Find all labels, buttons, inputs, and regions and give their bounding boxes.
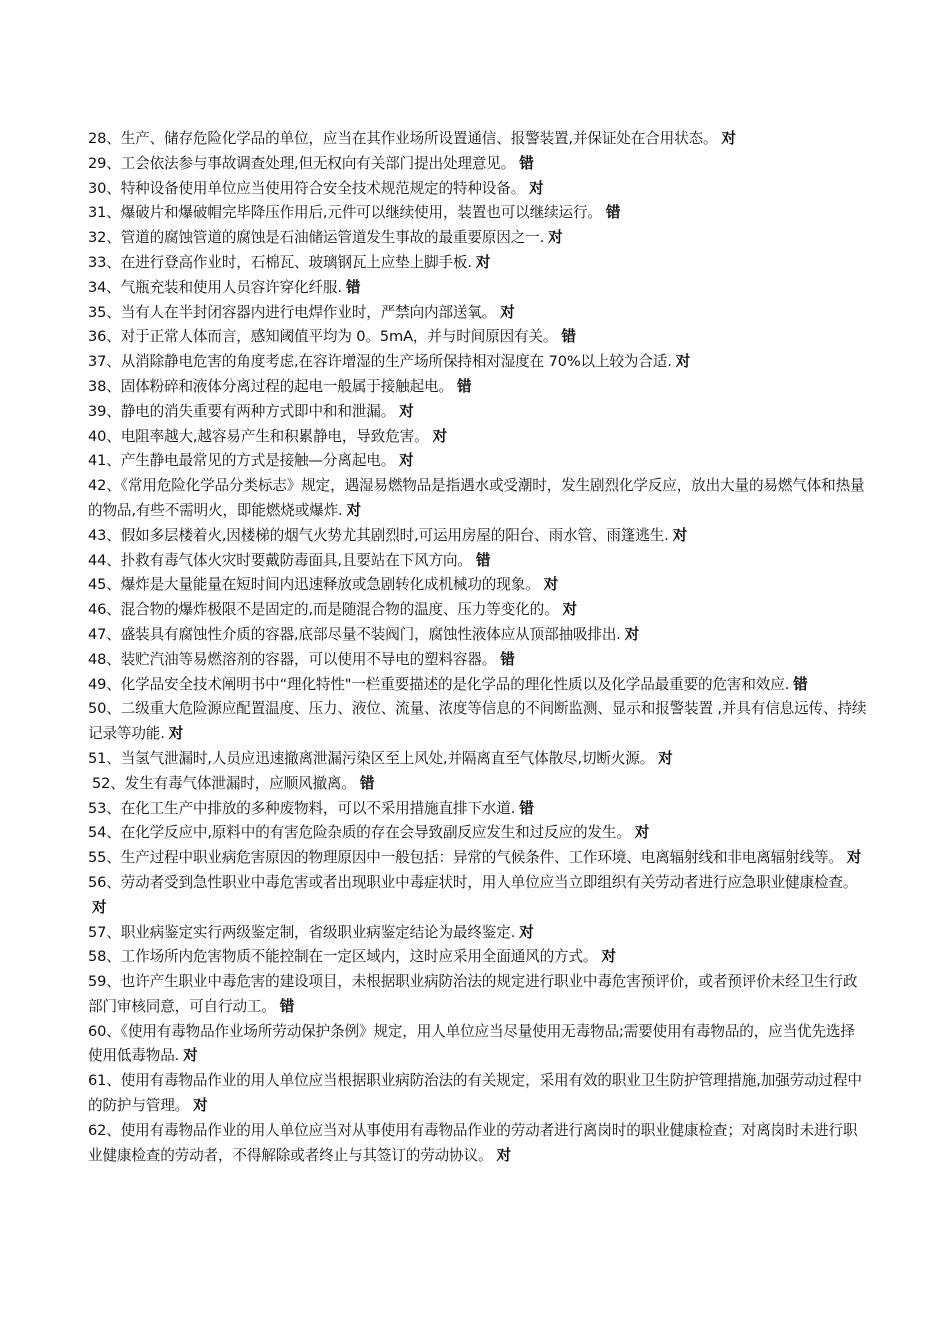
question-item	[88, 623, 868, 648]
question-text: 59、也许产生职业中毒危害的建设项目，未根据职业病防治法的规定进行职业中毒危害预评价，或者预评价未经卫生行政部门审核同意，可自行动工。	[88, 973, 858, 1015]
answer-mark: 对	[846, 849, 862, 867]
answer-mark: 对	[500, 303, 515, 321]
question-text: 28、生产、储存危险化学品的单位，应当在其作业场所设置通信、报警装置,并保证处在合用状态。	[88, 130, 718, 147]
question-text: 29、工会依法参与事故调查处理,但无权向有关部门提出处理意见。	[88, 154, 516, 172]
question-text: 34、气瓶充装和使用人员容许穿化纤服.	[88, 278, 342, 296]
answer-mark: 错	[279, 997, 295, 1015]
answer-mark: 对	[496, 1146, 511, 1164]
question-item	[88, 350, 868, 375]
question-item	[88, 449, 868, 474]
question-text: 39、静电的消失重要有两种方式即中和和泄漏。	[88, 402, 396, 420]
question-text: 45、爆炸是大量能量在短时间内迅速释放或急剧转化成机械功的现象。	[88, 576, 540, 594]
question-text: 61、使用有毒物品作业的用人单位应当根据职业病防治法的有关规定，采用有效的职业卫生防护管理措施,加强劳动过程中的防护与管理。	[88, 1072, 862, 1115]
question-text: 37、从消除静电危害的角度考虑,在容许增湿的生产场所保持相对湿度在 70%以上较为合适.	[88, 353, 672, 371]
question-text: 41、产生静电最常见的方式是接触—分离起电。	[88, 452, 396, 470]
question-item	[88, 573, 868, 598]
answer-mark: 对	[399, 452, 414, 470]
question-item	[88, 474, 868, 524]
question-item	[88, 549, 868, 574]
question-text: 32、管道的腐蚀管道的腐蚀是石油储运管道发生事故的最重要原因之一.	[88, 229, 545, 247]
answer-mark: 错	[561, 328, 576, 346]
answer-mark: 对	[346, 501, 361, 519]
question-item	[88, 325, 868, 350]
question-text: 60、《使用有毒物品作业场所劳动保护条例》规定，用人单位应当尽量使用无毒物品;需要使用有毒物品的，应当优先选择使用低毒物品.	[88, 1022, 855, 1065]
answer-mark: 对	[543, 576, 559, 594]
question-text: 35、当有人在半封闭容器内进行电焊作业时，严禁向内部送氧。	[88, 303, 497, 321]
question-item	[88, 425, 868, 450]
answer-mark: 对	[92, 898, 107, 916]
question-item	[88, 970, 868, 1020]
question-text: 62、使用有毒物品作业的用人单位应当对从事使用有毒物品作业的劳动者进行离岗时的职业健康检查；对离岗时未进行职业健康检查的劳动者，不得解除或者终止与其签订的劳动协议。	[88, 1121, 858, 1164]
question-text: 55、生产过程中职业病危害原因的物理原因中一般包括：异常的气候条件、工作环境、电离辐射线和非电离辐射线等。	[88, 849, 843, 867]
question-item	[88, 1119, 868, 1169]
answer-mark: 对	[193, 1097, 208, 1115]
question-item	[88, 524, 868, 549]
question-item	[88, 127, 868, 152]
question-item	[88, 375, 868, 400]
question-item	[88, 301, 868, 326]
answer-mark: 对	[721, 130, 736, 147]
answer-mark: 对	[475, 253, 491, 271]
question-item	[88, 276, 868, 301]
answer-mark: 错	[519, 799, 534, 817]
question-text: 38、固体粉碎和液体分离过程的起电一般属于接触起电。	[88, 377, 453, 395]
question-item	[88, 821, 868, 846]
question-item	[88, 945, 868, 970]
question-text: 36、对于正常人体而言，感知阈值平均为 0。5mA，并与时间原因有关。	[88, 328, 558, 346]
answer-mark: 对	[432, 427, 447, 445]
question-item	[88, 846, 868, 871]
answer-mark: 对	[675, 353, 691, 371]
question-item	[88, 648, 868, 673]
question-text: 48、装贮汽油等易燃溶剂的容器，可以使用不导电的塑料容器。	[88, 650, 497, 668]
question-text: 44、扑救有毒气体火灾时要戴防毒面具,且要站在下风方向。	[88, 551, 472, 569]
question-text: 57、职业病鉴定实行两级鉴定制，省级职业病鉴定结论为最终鉴定.	[88, 923, 516, 941]
answer-mark: 对	[529, 179, 544, 197]
question-item	[88, 747, 868, 772]
answer-mark: 对	[519, 923, 534, 941]
question-text: 53、在化工生产中排放的多种废物料，可以不采用措施直排下水道.	[88, 799, 516, 817]
answer-mark: 错	[605, 204, 621, 222]
question-item	[88, 673, 868, 698]
answer-mark: 对	[399, 402, 414, 420]
answer-mark: 对	[601, 948, 616, 966]
question-item	[88, 201, 868, 226]
answer-mark: 对	[183, 1047, 198, 1065]
answer-mark: 错	[793, 675, 808, 693]
question-text: 50、二级重大危险源应配置温度、压力、液位、流量、浓度等信息的不间断监测、显示和报警装置 ,并具有信息远传、持续记录等功能.	[88, 700, 867, 743]
answer-mark: 错	[345, 278, 361, 296]
question-text: 46、混合物的爆炸极限不是固定的,而是随混合物的温度、压力等变化的。	[88, 601, 559, 619]
question-item	[88, 177, 868, 202]
question-text: 43、假如多层楼着火,因楼梯的烟气火势尤其剧烈时,可运用房屋的阳台、雨水管、雨篷逃生.	[88, 526, 669, 544]
question-text: 49、化学品安全技术阐明书中“理化特性"一栏重要描述的是化学品的理化性质以及化学品最重要的危害和效应.	[88, 675, 790, 693]
answer-mark: 错	[519, 154, 534, 172]
question-text: 54、在化学反应中,原料中的有害危险杂质的存在会导致副反应发生和过反应的发生。	[88, 824, 631, 842]
answer-mark: 对	[624, 625, 640, 643]
question-item	[88, 697, 868, 747]
question-item	[88, 797, 868, 822]
question-text: 42、《常用危险化学品分类标志》规定，遇湿易燃物品是指遇水或受潮时，发生剧烈化学反应，放出大量的易燃气体和热量的物品,有些不需明火，即能燃烧或爆炸.	[88, 477, 865, 519]
question-item	[88, 1069, 868, 1119]
question-text: 30、特种设备使用单位应当使用符合安全技术规范规定的特种设备。	[88, 179, 526, 197]
answer-mark: 错	[456, 377, 472, 395]
question-text: 40、电阻率越大,越容易产生和积累静电，导致危害。	[88, 427, 429, 445]
question-text: 51、当氢气泄漏时,人员应迅速撤离泄漏污染区至上风处,并隔离直至气体散尽,切断火源。	[88, 749, 655, 767]
question-item	[88, 152, 868, 177]
question-text: 56、劳动者受到急性职业中毒危害或者出现职业中毒症状时，用人单位应当立即组织有关劳动者进行应急职业健康检查。	[88, 873, 858, 891]
question-item	[88, 1020, 868, 1070]
answer-mark: 对	[672, 526, 688, 544]
question-item	[88, 400, 868, 425]
question-text: 47、盛装具有腐蚀性介质的容器,底部尽量不装阀门，腐蚀性液体应从顶部抽吸排出.	[88, 625, 621, 643]
question-item	[88, 871, 868, 921]
question-list	[88, 127, 868, 1168]
answer-mark: 错	[500, 650, 515, 668]
answer-mark: 对	[548, 229, 563, 247]
answer-mark: 错	[359, 774, 375, 792]
answer-mark: 对	[634, 824, 650, 842]
question-item	[88, 921, 868, 946]
question-text: 31、爆破片和爆破帽完毕降压作用后,元件可以继续使用，装置也可以继续运行。	[88, 204, 602, 222]
answer-mark: 对	[168, 725, 184, 743]
question-item	[88, 251, 868, 276]
answer-mark: 对	[658, 749, 673, 767]
question-text: 33、在进行登高作业时，石棉瓦、玻璃钢瓦上应垫上脚手板.	[88, 253, 472, 271]
answer-mark: 错	[475, 551, 491, 569]
question-text: 58、工作场所内危害物质不能控制在一定区域内，这时应采用全面通风的方式。	[88, 948, 598, 966]
question-item	[88, 598, 868, 623]
answer-mark: 对	[562, 601, 577, 619]
question-item	[88, 226, 868, 251]
question-text: 52、发生有毒气体泄漏时，应顺风撤离。	[92, 774, 356, 792]
question-item	[88, 772, 868, 797]
